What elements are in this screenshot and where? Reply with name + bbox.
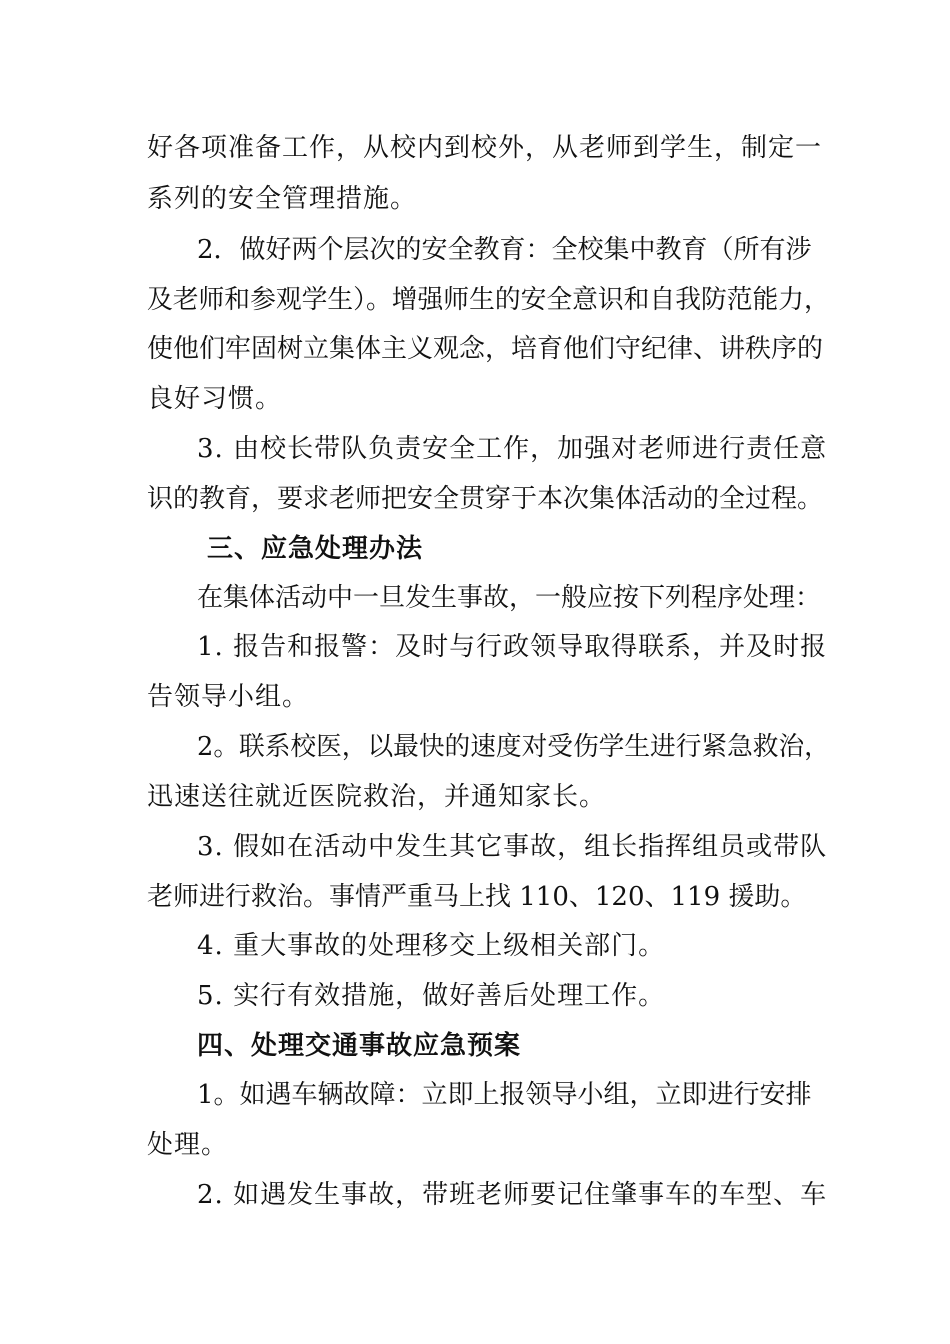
text-line-20: 1。如遇车辆故障：立即上报领导小组，立即进行安排	[197, 1080, 812, 1110]
text-line-14: 迅速送往就近医院救治，并通知家长。	[147, 782, 607, 812]
section-heading-3: 三、应急处理办法	[207, 534, 424, 564]
text-line-1: 好各项准备工作，从校内到校外，从老师到学生，制定一	[147, 133, 823, 163]
text-line-6: 良好习惯。	[147, 384, 283, 414]
text-line-2: 系列的安全管理措施。	[147, 184, 418, 214]
text-line-5: 使他们牢固树立集体主义观念，培育他们守纪律、讲秩序的	[147, 334, 824, 364]
text-line-15: 3. 假如在活动中发生其它事故，组长指挥组员或带队	[197, 832, 828, 862]
text-line-3: 2．做好两个层次的安全教育：全校集中教育（所有涉	[197, 235, 812, 265]
text-line-10: 在集体活动中一旦发生事故，一般应按下列程序处理：	[197, 583, 822, 613]
text-line-17: 4. 重大事故的处理移交上级相关部门。	[197, 931, 666, 961]
text-line-22: 2. 如遇发生事故，带班老师要记住肇事车的车型、车	[197, 1180, 828, 1210]
text-line-13: 2。联系校医，以最快的速度对受伤学生进行紧急救治，	[197, 732, 830, 762]
text-line-8: 识的教育，要求老师把安全贯穿于本次集体活动的全过程。	[147, 484, 824, 514]
text-line-12: 告领导小组。	[147, 682, 310, 712]
text-line-16: 老师进行救治。事情严重马上找 110、120、119 援助。	[147, 882, 807, 912]
text-line-18: 5. 实行有效措施，做好善后处理工作。	[197, 981, 666, 1011]
text-line-11: 1. 报告和报警：及时与行政领导取得联系，并及时报	[197, 632, 828, 662]
text-line-4: 及老师和参观学生）。增强师生的安全意识和自我防范能力，	[147, 285, 830, 315]
section-heading-4: 四、处理交通事故应急预案	[197, 1031, 522, 1061]
text-line-7: 3. 由校长带队负责安全工作，加强对老师进行责任意	[197, 434, 828, 464]
text-line-21: 处理。	[147, 1130, 229, 1160]
